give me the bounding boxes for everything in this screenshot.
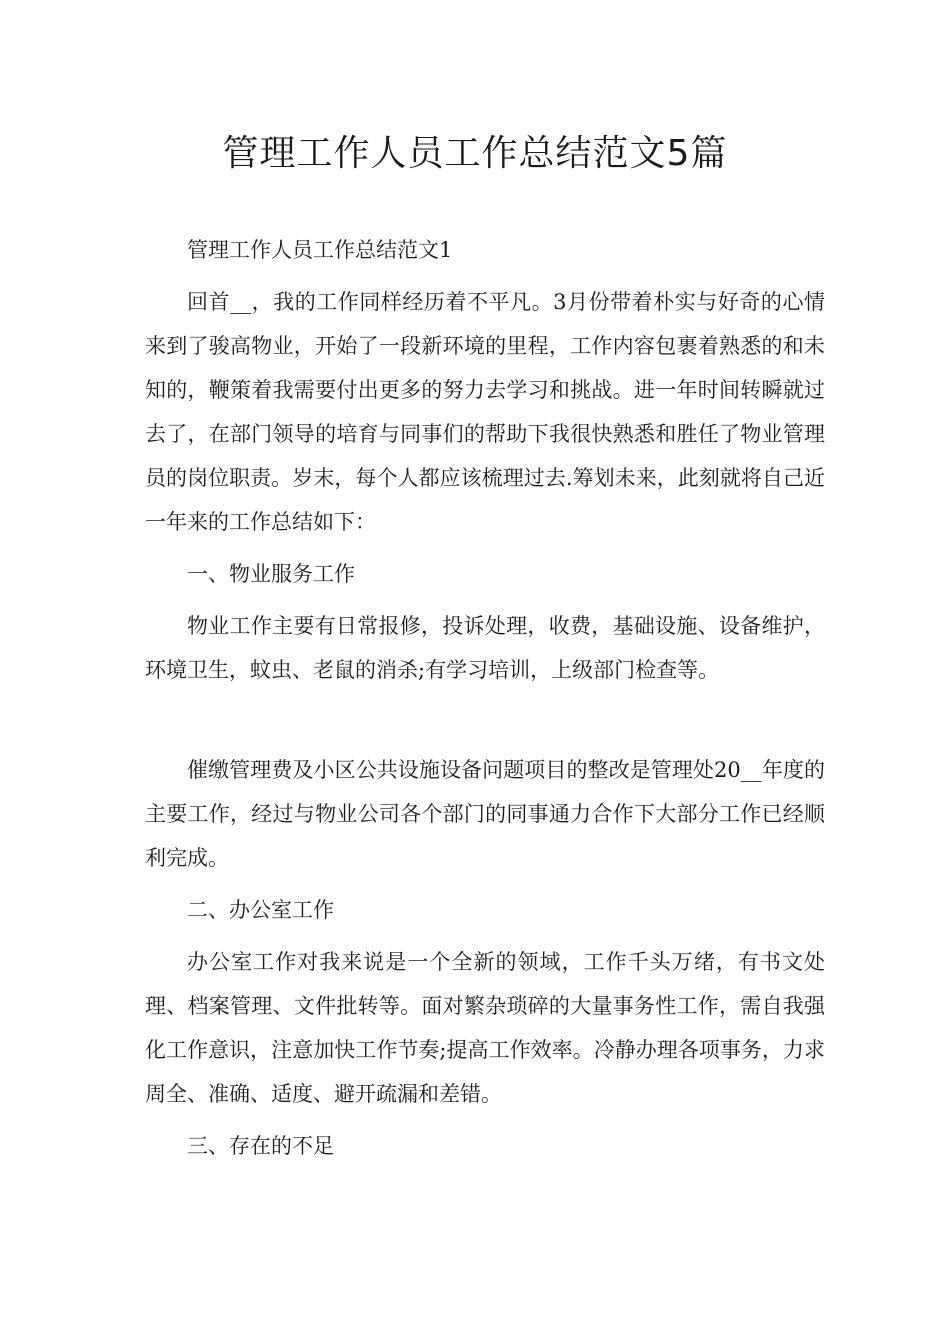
paragraph-fee-collection: 催缴管理费及小区公共设施设备问题项目的整改是管理处20__年度的主要工作，经过与物业公司各个部门的同事通力合作下大部分工作已经顺利完成。	[145, 758, 825, 870]
paragraph-spacer	[145, 700, 825, 748]
document-title: 管理工作人员工作总结范文5篇	[222, 133, 728, 174]
document-body	[145, 228, 825, 1176]
heading-property-service: 一、物业服务工作	[187, 562, 355, 586]
heading-office-work: 二、办公室工作	[187, 898, 334, 922]
paragraph-intro: 回首__，我的工作同样经历着不平凡。3月份带着朴实与好奇的心情来到了骏高物业，开始了一段新环境的里程，工作内容包裹着熟悉的和未知的，鞭策着我需要付出更多的努力去学习和挑战。进一年时间转瞬就过去了，在部门领导的培育与同事们的帮助下我很快熟悉和胜任了物业管理员的岗位职责。岁末，每个人都应该梳理过去.筹划未来，此刻就将自己近一年来的工作总结如下：	[145, 290, 825, 534]
section-subtitle: 管理工作人员工作总结范文1	[187, 238, 453, 262]
heading-shortcomings: 三、存在的不足	[187, 1134, 334, 1158]
paragraph-property-work: 物业工作主要有日常报修，投诉处理，收费，基础设施、设备维护，环境卫生，蚊虫、老鼠的消杀;有学习培训，上级部门检查等。	[145, 614, 825, 682]
paragraph-office-work: 办公室工作对我来说是一个全新的领域，工作千头万绪，有书文处理、档案管理、文件批转等。面对繁杂琐碎的大量事务性工作，需自我强化工作意识，注意加快工作节奏;提高工作效率。冷静办理各项事务，力求周全、准确、适度、避开疏漏和差错。	[145, 950, 825, 1106]
